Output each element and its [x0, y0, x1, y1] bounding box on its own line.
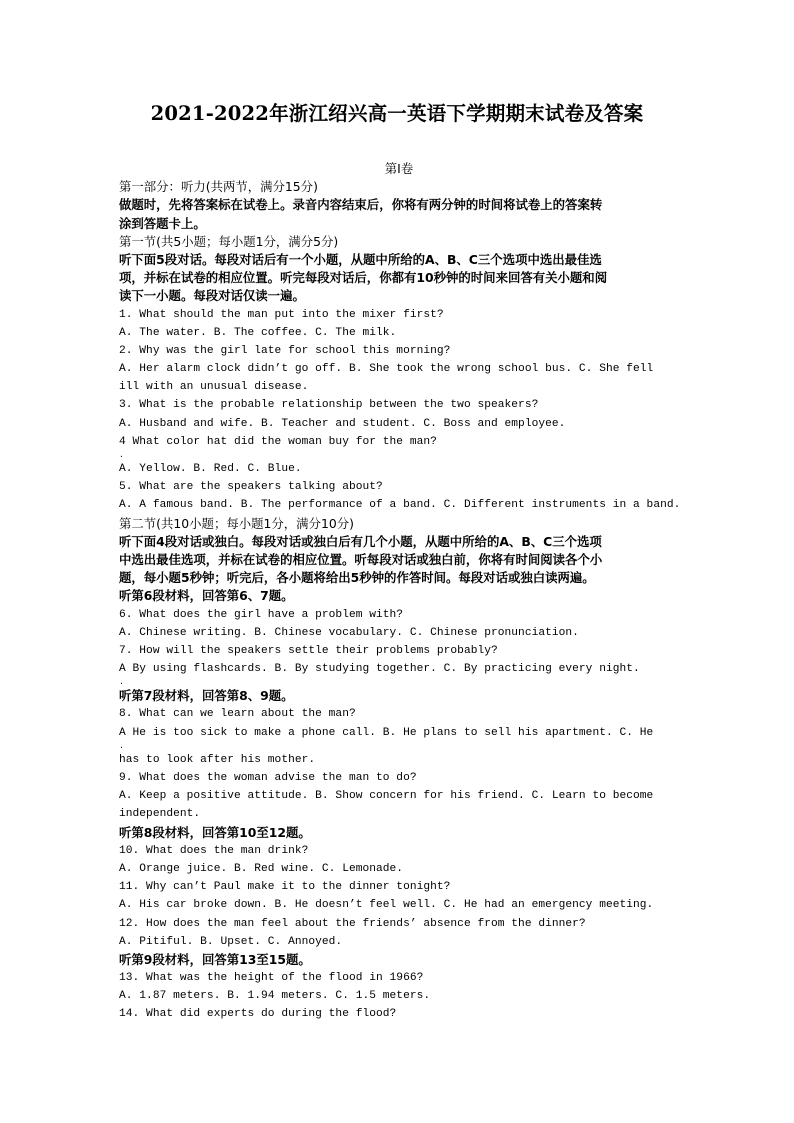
question-line: A. 1.87 meters. B. 1.94 meters. C. 1.5 meters. — [119, 990, 431, 1003]
question-line: A. Pitiful. B. Upset. C. Annoyed. — [119, 935, 343, 948]
question-line: A. The water. B. The coffee. C. The milk. — [119, 326, 397, 339]
question-line: A. His car broke down. B. He doesn’t feel well. C. He had an emergency meeting. — [119, 899, 654, 912]
instruction-line: 读下一小题。每段对话仅读一遍。 — [119, 288, 305, 304]
instruction-line: 听下面5段对话。每段对话后有一个小题，从题中所给的A、B、C三个选项中选出最佳选 — [119, 251, 602, 267]
question-line: 7. How will the speakers settle their problems probably? — [119, 644, 498, 657]
question-line: A. Orange juice. B. Red wine. C. Lemonade. — [119, 862, 404, 875]
stray-mark: . — [119, 678, 124, 688]
volume-heading: 第Ⅰ卷 — [384, 161, 414, 176]
question-line: 13. What was the height of the flood in 1966? — [119, 972, 424, 985]
instruction-line: 题，每小题5秒钟；听完后，各小题将给出5秒钟的作答时间。每段对话或独白读两遍。 — [119, 570, 595, 586]
question-line: A He is too sick to make a phone call. B. He plans to sell his apartment. C. He — [119, 726, 654, 739]
question-line: has to look after his mother. — [119, 753, 316, 766]
question-line: 10. What does the man drink? — [119, 844, 309, 857]
question-line: 6. What does the girl have a problem with? — [119, 608, 404, 621]
question-line: A. A famous band. B. The performance of a band. C. Different instruments in a band. — [119, 499, 681, 512]
instruction-line: 中选出最佳选项，并标在试卷的相应位置。听每段对话或独白前，你将有时间阅读各个小 — [119, 551, 603, 567]
question-line: 5. What are the speakers talking about? — [119, 481, 383, 494]
question-line: 9. What does the woman advise the man to do? — [119, 772, 417, 784]
question-line: A. Husband and wife. B. Teacher and student. C. Boss and employee. — [119, 417, 566, 430]
stray-mark: . — [119, 451, 124, 460]
instruction-line: 项，并标在试卷的相应位置。听完每段对话后，你都有10秒钟的时间来回答有关小题和阅 — [119, 270, 608, 286]
instruction-line: 第一部分：听力(共两节，满分15分) — [119, 179, 318, 195]
question-line: A. Chinese writing. B. Chinese vocabulary. C. Chinese pronunciation. — [119, 626, 579, 639]
document-body — [119, 160, 679, 1024]
question-line: 8. What can we learn about the man? — [119, 708, 356, 721]
question-line: 11. Why can’t Paul make it to the dinner tonight? — [119, 881, 451, 894]
question-line: independent. — [119, 808, 201, 821]
question-line: A. Keep a positive attitude. B. Show concern for his friend. C. Learn to become — [119, 790, 654, 803]
question-line: 2. Why was the girl late for school this morning? — [119, 344, 451, 357]
question-line: 14. What did experts do during the flood? — [119, 1008, 397, 1021]
stray-mark: . — [119, 741, 124, 751]
question-line: 12. How does the man feel about the friends’ absence from the dinner? — [119, 917, 586, 930]
question-line: A By using flashcards. B. By studying together. C. By practicing every night. — [119, 663, 640, 676]
instruction-line: 听下面4段对话或独白。每段对话或独白后有几个小题，从题中所给的A、B、C三个选项 — [119, 533, 602, 549]
document-title: 2021-2022年浙江绍兴高一英语下学期期末试卷及答案 — [150, 102, 644, 125]
instruction-line: 听第7段材料，回答第8、9题。 — [119, 688, 294, 704]
instruction-line: 听第8段材料，回答第10至12题。 — [119, 824, 311, 840]
question-line: 3. What is the probable relationship between the two speakers? — [119, 399, 539, 412]
instruction-line: 做题时，先将答案标在试卷上。录音内容结束后，你将有两分钟的时间将试卷上的答案转 — [119, 197, 603, 213]
instruction-line: 涂到答题卡上。 — [119, 215, 206, 231]
instruction-line: 第二节(共10小题；每小题1分，满分10分) — [119, 515, 354, 531]
instruction-line: 听第6段材料，回答第6、7题。 — [119, 588, 294, 604]
question-line: 1. What should the man put into the mixer first? — [119, 308, 444, 321]
question-line: A. Yellow. B. Red. C. Blue. — [119, 463, 302, 475]
question-line: A. Her alarm clock didn’t go off. B. She took the wrong school bus. C. She fell — [119, 363, 654, 376]
question-line: ill with an unusual disease. — [119, 381, 309, 394]
instruction-line: 听第9段材料，回答第13至15题。 — [119, 951, 311, 967]
instruction-line: 第一节(共5小题；每小题1分，满分5分) — [119, 233, 339, 249]
question-line: 4 What color hat did the woman buy for the man? — [119, 435, 437, 448]
